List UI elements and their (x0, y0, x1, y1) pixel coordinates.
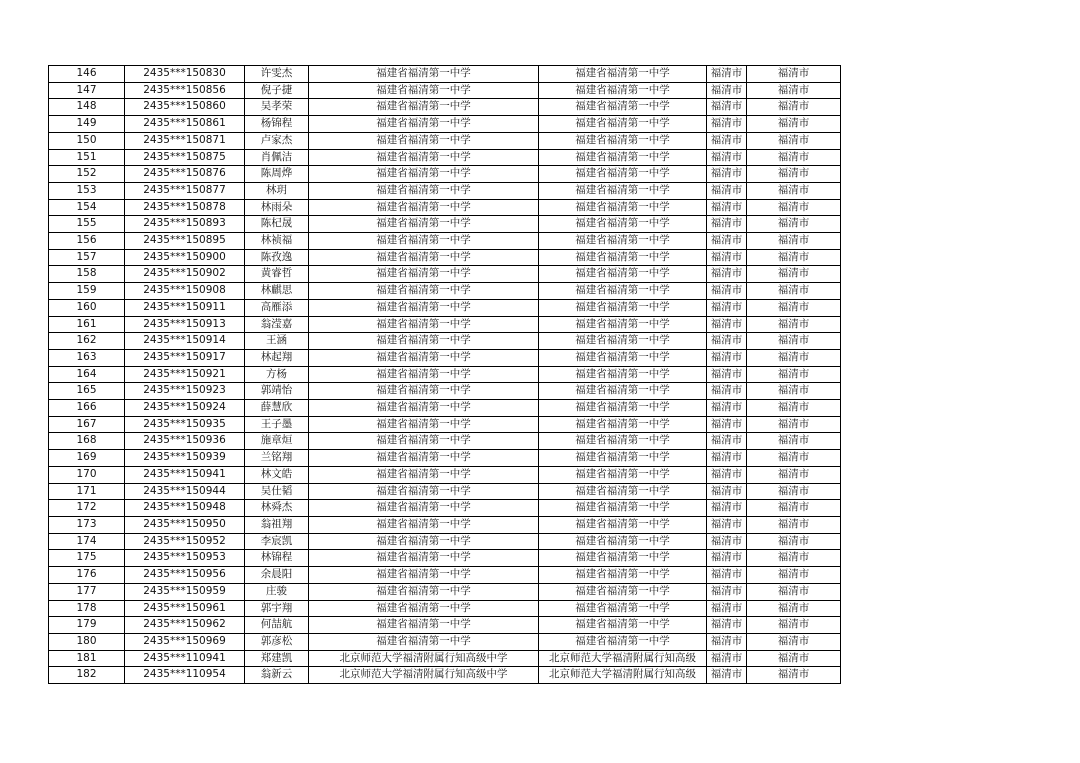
school-cell: 福建省福清第一中学 (309, 99, 539, 116)
admitted-school-cell: 福建省福清第一中学 (539, 600, 707, 617)
school-cell: 福建省福清第一中学 (309, 516, 539, 533)
school-cell: 福建省福清第一中学 (309, 600, 539, 617)
admitted-school-cell: 福建省福清第一中学 (539, 182, 707, 199)
school-cell: 福建省福清第一中学 (309, 149, 539, 166)
student-name-cell: 林起翔 (245, 349, 309, 366)
exam-id-cell: 2435***150941 (125, 466, 245, 483)
student-name-cell: 林玥 (245, 182, 309, 199)
exam-id-cell: 2435***150959 (125, 583, 245, 600)
student-name-cell: 王涵 (245, 333, 309, 350)
admitted-school-cell: 福建省福清第一中学 (539, 349, 707, 366)
city-cell: 福清市 (747, 316, 841, 333)
exam-id-cell: 2435***150921 (125, 366, 245, 383)
exam-id-cell: 2435***150913 (125, 316, 245, 333)
city-cell: 福清市 (747, 450, 841, 467)
admitted-school-cell: 福建省福清第一中学 (539, 82, 707, 99)
admitted-school-cell: 福建省福清第一中学 (539, 299, 707, 316)
exam-id-cell: 2435***150952 (125, 533, 245, 550)
student-name-cell: 陈孜逸 (245, 249, 309, 266)
row-number-cell: 177 (49, 583, 125, 600)
row-number-cell: 174 (49, 533, 125, 550)
district-cell: 福清市 (707, 483, 747, 500)
row-number-cell: 176 (49, 567, 125, 584)
school-cell: 福建省福清第一中学 (309, 249, 539, 266)
row-number-cell: 172 (49, 500, 125, 517)
row-number-cell: 160 (49, 299, 125, 316)
city-cell: 福清市 (747, 132, 841, 149)
table-row (49, 316, 841, 333)
table-row (49, 82, 841, 99)
admitted-school-cell: 福建省福清第一中学 (539, 583, 707, 600)
city-cell: 福清市 (747, 650, 841, 667)
row-number-cell: 165 (49, 383, 125, 400)
row-number-cell: 158 (49, 266, 125, 283)
exam-id-cell: 2435***110941 (125, 650, 245, 667)
student-name-cell: 林舜杰 (245, 500, 309, 517)
student-name-cell: 兰铭翔 (245, 450, 309, 467)
student-name-cell: 吴孝荣 (245, 99, 309, 116)
district-cell: 福清市 (707, 633, 747, 650)
table-row (49, 400, 841, 417)
student-list-table (48, 65, 841, 684)
school-cell: 福建省福清第一中学 (309, 633, 539, 650)
exam-id-cell: 2435***150878 (125, 199, 245, 216)
table-row (49, 483, 841, 500)
student-name-cell: 郭宇翔 (245, 600, 309, 617)
school-cell: 福建省福清第一中学 (309, 299, 539, 316)
row-number-cell: 179 (49, 617, 125, 634)
school-cell: 福建省福清第一中学 (309, 216, 539, 233)
school-cell: 福建省福清第一中学 (309, 116, 539, 133)
school-cell: 福建省福清第一中学 (309, 533, 539, 550)
student-name-cell: 林锦程 (245, 550, 309, 567)
admitted-school-cell: 福建省福清第一中学 (539, 416, 707, 433)
table-row (49, 132, 841, 149)
city-cell: 福清市 (747, 66, 841, 83)
row-number-cell: 171 (49, 483, 125, 500)
admitted-school-cell: 福建省福清第一中学 (539, 216, 707, 233)
row-number-cell: 170 (49, 466, 125, 483)
city-cell: 福清市 (747, 249, 841, 266)
district-cell: 福清市 (707, 600, 747, 617)
admitted-school-cell: 福建省福清第一中学 (539, 466, 707, 483)
row-number-cell: 162 (49, 333, 125, 350)
student-name-cell: 黄睿哲 (245, 266, 309, 283)
exam-id-cell: 2435***150893 (125, 216, 245, 233)
district-cell: 福清市 (707, 233, 747, 250)
city-cell: 福清市 (747, 500, 841, 517)
table-row (49, 416, 841, 433)
row-number-cell: 147 (49, 82, 125, 99)
exam-id-cell: 2435***150948 (125, 500, 245, 517)
school-cell: 福建省福清第一中学 (309, 617, 539, 634)
table-body (49, 66, 841, 684)
school-cell: 福建省福清第一中学 (309, 66, 539, 83)
district-cell: 福清市 (707, 450, 747, 467)
school-cell: 福建省福清第一中学 (309, 567, 539, 584)
table-row (49, 349, 841, 366)
exam-id-cell: 2435***150875 (125, 149, 245, 166)
district-cell: 福清市 (707, 500, 747, 517)
exam-id-cell: 2435***150935 (125, 416, 245, 433)
admitted-school-cell: 北京师范大学福清附属行知高级 (539, 667, 707, 684)
city-cell: 福清市 (747, 333, 841, 350)
exam-id-cell: 2435***150856 (125, 82, 245, 99)
admitted-school-cell: 福建省福清第一中学 (539, 166, 707, 183)
school-cell: 福建省福清第一中学 (309, 433, 539, 450)
school-cell: 福建省福清第一中学 (309, 283, 539, 300)
district-cell: 福清市 (707, 199, 747, 216)
row-number-cell: 164 (49, 366, 125, 383)
student-name-cell: 何喆航 (245, 617, 309, 634)
city-cell: 福清市 (747, 283, 841, 300)
table-row (49, 99, 841, 116)
student-name-cell: 倪子捷 (245, 82, 309, 99)
student-name-cell: 王子墨 (245, 416, 309, 433)
admitted-school-cell: 福建省福清第一中学 (539, 199, 707, 216)
row-number-cell: 181 (49, 650, 125, 667)
admitted-school-cell: 福建省福清第一中学 (539, 132, 707, 149)
exam-id-cell: 2435***150950 (125, 516, 245, 533)
district-cell: 福清市 (707, 349, 747, 366)
exam-id-cell: 2435***150914 (125, 333, 245, 350)
school-cell: 福建省福清第一中学 (309, 550, 539, 567)
table-row (49, 633, 841, 650)
table-row (49, 567, 841, 584)
table-row (49, 450, 841, 467)
school-cell: 福建省福清第一中学 (309, 266, 539, 283)
row-number-cell: 167 (49, 416, 125, 433)
row-number-cell: 168 (49, 433, 125, 450)
district-cell: 福清市 (707, 66, 747, 83)
admitted-school-cell: 福建省福清第一中学 (539, 633, 707, 650)
row-number-cell: 173 (49, 516, 125, 533)
table-row (49, 466, 841, 483)
exam-id-cell: 2435***110954 (125, 667, 245, 684)
student-name-cell: 林雨朵 (245, 199, 309, 216)
city-cell: 福清市 (747, 216, 841, 233)
row-number-cell: 182 (49, 667, 125, 684)
exam-id-cell: 2435***150876 (125, 166, 245, 183)
table-row (49, 583, 841, 600)
row-number-cell: 175 (49, 550, 125, 567)
city-cell: 福清市 (747, 149, 841, 166)
district-cell: 福清市 (707, 316, 747, 333)
admitted-school-cell: 福建省福清第一中学 (539, 316, 707, 333)
exam-id-cell: 2435***150956 (125, 567, 245, 584)
admitted-school-cell: 福建省福清第一中学 (539, 400, 707, 417)
student-name-cell: 薛慧欣 (245, 400, 309, 417)
school-cell: 福建省福清第一中学 (309, 316, 539, 333)
admitted-school-cell: 福建省福清第一中学 (539, 617, 707, 634)
admitted-school-cell: 福建省福清第一中学 (539, 283, 707, 300)
admitted-school-cell: 福建省福清第一中学 (539, 383, 707, 400)
exam-id-cell: 2435***150830 (125, 66, 245, 83)
exam-id-cell: 2435***150877 (125, 182, 245, 199)
table-row (49, 166, 841, 183)
city-cell: 福清市 (747, 583, 841, 600)
table-row (49, 366, 841, 383)
district-cell: 福清市 (707, 366, 747, 383)
district-cell: 福清市 (707, 583, 747, 600)
student-name-cell: 翁滢嘉 (245, 316, 309, 333)
school-cell: 福建省福清第一中学 (309, 166, 539, 183)
table-row (49, 66, 841, 83)
row-number-cell: 149 (49, 116, 125, 133)
table-row (49, 667, 841, 684)
school-cell: 北京师范大学福清附属行知高级中学 (309, 667, 539, 684)
district-cell: 福清市 (707, 550, 747, 567)
district-cell: 福清市 (707, 283, 747, 300)
admitted-school-cell: 福建省福清第一中学 (539, 66, 707, 83)
student-name-cell: 卢家杰 (245, 132, 309, 149)
row-number-cell: 161 (49, 316, 125, 333)
district-cell: 福清市 (707, 132, 747, 149)
city-cell: 福清市 (747, 667, 841, 684)
student-name-cell: 余晨阳 (245, 567, 309, 584)
district-cell: 福清市 (707, 166, 747, 183)
table-row (49, 266, 841, 283)
school-cell: 福建省福清第一中学 (309, 583, 539, 600)
admitted-school-cell: 福建省福清第一中学 (539, 333, 707, 350)
city-cell: 福清市 (747, 182, 841, 199)
table-row (49, 600, 841, 617)
exam-id-cell: 2435***150895 (125, 233, 245, 250)
district-cell: 福清市 (707, 567, 747, 584)
exam-id-cell: 2435***150900 (125, 249, 245, 266)
row-number-cell: 152 (49, 166, 125, 183)
student-name-cell: 肖佩洁 (245, 149, 309, 166)
city-cell: 福清市 (747, 516, 841, 533)
exam-id-cell: 2435***150861 (125, 116, 245, 133)
city-cell: 福清市 (747, 433, 841, 450)
student-name-cell: 郭靖怡 (245, 383, 309, 400)
admitted-school-cell: 福建省福清第一中学 (539, 149, 707, 166)
exam-id-cell: 2435***150936 (125, 433, 245, 450)
admitted-school-cell: 福建省福清第一中学 (539, 550, 707, 567)
school-cell: 福建省福清第一中学 (309, 400, 539, 417)
exam-id-cell: 2435***150923 (125, 383, 245, 400)
city-cell: 福清市 (747, 233, 841, 250)
district-cell: 福清市 (707, 466, 747, 483)
city-cell: 福清市 (747, 617, 841, 634)
exam-id-cell: 2435***150911 (125, 299, 245, 316)
student-name-cell: 吴仕韬 (245, 483, 309, 500)
city-cell: 福清市 (747, 99, 841, 116)
table-row (49, 249, 841, 266)
school-cell: 福建省福清第一中学 (309, 199, 539, 216)
row-number-cell: 157 (49, 249, 125, 266)
table-row (49, 500, 841, 517)
district-cell: 福清市 (707, 82, 747, 99)
school-cell: 福建省福清第一中学 (309, 333, 539, 350)
exam-id-cell: 2435***150953 (125, 550, 245, 567)
city-cell: 福清市 (747, 466, 841, 483)
row-number-cell: 180 (49, 633, 125, 650)
city-cell: 福清市 (747, 266, 841, 283)
row-number-cell: 154 (49, 199, 125, 216)
admitted-school-cell: 福建省福清第一中学 (539, 266, 707, 283)
city-cell: 福清市 (747, 416, 841, 433)
district-cell: 福清市 (707, 116, 747, 133)
table-row (49, 216, 841, 233)
row-number-cell: 153 (49, 182, 125, 199)
city-cell: 福清市 (747, 82, 841, 99)
table-row (49, 283, 841, 300)
district-cell: 福清市 (707, 249, 747, 266)
row-number-cell: 150 (49, 132, 125, 149)
exam-id-cell: 2435***150944 (125, 483, 245, 500)
table-row (49, 533, 841, 550)
student-name-cell: 李宸凯 (245, 533, 309, 550)
row-number-cell: 159 (49, 283, 125, 300)
district-cell: 福清市 (707, 533, 747, 550)
row-number-cell: 146 (49, 66, 125, 83)
school-cell: 福建省福清第一中学 (309, 82, 539, 99)
student-name-cell: 高雁添 (245, 299, 309, 316)
student-name-cell: 陈杞晟 (245, 216, 309, 233)
exam-id-cell: 2435***150962 (125, 617, 245, 634)
student-name-cell: 郭彦松 (245, 633, 309, 650)
admitted-school-cell: 福建省福清第一中学 (539, 533, 707, 550)
row-number-cell: 156 (49, 233, 125, 250)
table-row (49, 550, 841, 567)
district-cell: 福清市 (707, 516, 747, 533)
school-cell: 福建省福清第一中学 (309, 383, 539, 400)
student-name-cell: 施章烜 (245, 433, 309, 450)
city-cell: 福清市 (747, 166, 841, 183)
city-cell: 福清市 (747, 199, 841, 216)
table-row (49, 199, 841, 216)
district-cell: 福清市 (707, 383, 747, 400)
student-name-cell: 林麒思 (245, 283, 309, 300)
district-cell: 福清市 (707, 433, 747, 450)
school-cell: 福建省福清第一中学 (309, 132, 539, 149)
city-cell: 福清市 (747, 633, 841, 650)
admitted-school-cell: 福建省福清第一中学 (539, 366, 707, 383)
admitted-school-cell: 福建省福清第一中学 (539, 500, 707, 517)
district-cell: 福清市 (707, 266, 747, 283)
exam-id-cell: 2435***150939 (125, 450, 245, 467)
exam-id-cell: 2435***150908 (125, 283, 245, 300)
student-name-cell: 林文皓 (245, 466, 309, 483)
district-cell: 福清市 (707, 617, 747, 634)
admitted-school-cell: 福建省福清第一中学 (539, 450, 707, 467)
city-cell: 福清市 (747, 400, 841, 417)
student-name-cell: 郑建凯 (245, 650, 309, 667)
school-cell: 北京师范大学福清附属行知高级中学 (309, 650, 539, 667)
table-row (49, 116, 841, 133)
table-row (49, 333, 841, 350)
school-cell: 福建省福清第一中学 (309, 182, 539, 199)
row-number-cell: 178 (49, 600, 125, 617)
city-cell: 福清市 (747, 483, 841, 500)
city-cell: 福清市 (747, 533, 841, 550)
school-cell: 福建省福清第一中学 (309, 500, 539, 517)
student-name-cell: 林祯福 (245, 233, 309, 250)
student-name-cell: 翁新云 (245, 667, 309, 684)
district-cell: 福清市 (707, 299, 747, 316)
district-cell: 福清市 (707, 182, 747, 199)
table-row (49, 433, 841, 450)
district-cell: 福清市 (707, 149, 747, 166)
exam-id-cell: 2435***150860 (125, 99, 245, 116)
city-cell: 福清市 (747, 383, 841, 400)
row-number-cell: 163 (49, 349, 125, 366)
city-cell: 福清市 (747, 600, 841, 617)
table-row (49, 516, 841, 533)
exam-id-cell: 2435***150871 (125, 132, 245, 149)
city-cell: 福清市 (747, 349, 841, 366)
city-cell: 福清市 (747, 366, 841, 383)
exam-id-cell: 2435***150917 (125, 349, 245, 366)
exam-id-cell: 2435***150961 (125, 600, 245, 617)
city-cell: 福清市 (747, 299, 841, 316)
student-name-cell: 翁祖翔 (245, 516, 309, 533)
student-name-cell: 方杨 (245, 366, 309, 383)
school-cell: 福建省福清第一中学 (309, 416, 539, 433)
district-cell: 福清市 (707, 667, 747, 684)
table-row (49, 299, 841, 316)
district-cell: 福清市 (707, 650, 747, 667)
row-number-cell: 166 (49, 400, 125, 417)
table-row (49, 383, 841, 400)
student-name-cell: 许雯杰 (245, 66, 309, 83)
admitted-school-cell: 福建省福清第一中学 (539, 567, 707, 584)
admitted-school-cell: 福建省福清第一中学 (539, 233, 707, 250)
row-number-cell: 155 (49, 216, 125, 233)
table-row (49, 233, 841, 250)
row-number-cell: 148 (49, 99, 125, 116)
student-name-cell: 陈周烨 (245, 166, 309, 183)
school-cell: 福建省福清第一中学 (309, 349, 539, 366)
admitted-school-cell: 福建省福清第一中学 (539, 516, 707, 533)
table-row (49, 650, 841, 667)
district-cell: 福清市 (707, 400, 747, 417)
exam-id-cell: 2435***150924 (125, 400, 245, 417)
student-name-cell: 庄骏 (245, 583, 309, 600)
exam-id-cell: 2435***150969 (125, 633, 245, 650)
admitted-school-cell: 福建省福清第一中学 (539, 483, 707, 500)
exam-id-cell: 2435***150902 (125, 266, 245, 283)
district-cell: 福清市 (707, 99, 747, 116)
school-cell: 福建省福清第一中学 (309, 483, 539, 500)
district-cell: 福清市 (707, 216, 747, 233)
admitted-school-cell: 福建省福清第一中学 (539, 99, 707, 116)
admitted-school-cell: 福建省福清第一中学 (539, 249, 707, 266)
admitted-school-cell: 福建省福清第一中学 (539, 116, 707, 133)
school-cell: 福建省福清第一中学 (309, 466, 539, 483)
school-cell: 福建省福清第一中学 (309, 450, 539, 467)
admitted-school-cell: 北京师范大学福清附属行知高级 (539, 650, 707, 667)
table-row (49, 149, 841, 166)
city-cell: 福清市 (747, 550, 841, 567)
row-number-cell: 169 (49, 450, 125, 467)
student-name-cell: 杨锦程 (245, 116, 309, 133)
school-cell: 福建省福清第一中学 (309, 233, 539, 250)
city-cell: 福清市 (747, 116, 841, 133)
district-cell: 福清市 (707, 333, 747, 350)
row-number-cell: 151 (49, 149, 125, 166)
district-cell: 福清市 (707, 416, 747, 433)
admitted-school-cell: 福建省福清第一中学 (539, 433, 707, 450)
table-row (49, 182, 841, 199)
school-cell: 福建省福清第一中学 (309, 366, 539, 383)
city-cell: 福清市 (747, 567, 841, 584)
table-row (49, 617, 841, 634)
